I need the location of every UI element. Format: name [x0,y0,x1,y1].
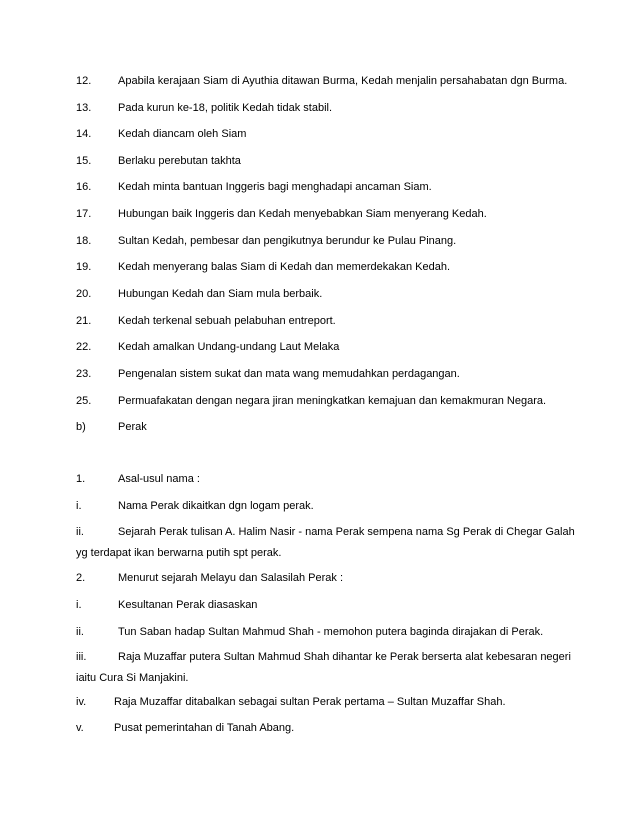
item-text: Pengenalan sistem sukat dan mata wang memudahkan perdagangan. [118,368,460,380]
item-number: 14. [76,128,92,140]
item-number: 12. [76,75,92,87]
item-text: Hubungan Kedah dan Siam mula berbaik. [118,288,323,300]
item-number: 23. [76,368,92,380]
item-text: Kedah minta bantuan Inggeris bagi menghadapi ancaman Siam. [118,181,432,193]
item-number: iii. [76,651,87,663]
item-text: Tun Saban hadap Sultan Mahmud Shah - memohon putera baginda dirajakan di Perak. [118,626,544,638]
item-text: Pusat pemerintahan di Tanah Abang. [114,722,295,734]
item-text: Menurut sejarah Melayu dan Salasilah Perak : [118,572,344,584]
item-number: iv. [76,696,87,708]
item-number: ii. [76,526,84,538]
item-text: Asal-usul nama : [118,473,200,485]
item-number: 20. [76,288,92,300]
item-number: 1. [76,473,86,485]
item-text: Raja Muzaffar ditabalkan sebagai sultan Perak pertama – Sultan Muzaffar Shah. [114,696,506,708]
list-item [76,522,576,564]
item-text: Kedah terkenal sebuah pelabuhan entreport. [118,315,336,327]
item-text: Kesultanan Perak diasaskan [118,599,258,611]
item-number: i. [76,500,82,512]
section-label: b) [76,421,86,433]
item-number: 17. [76,208,92,220]
item-text: Kedah diancam oleh Siam [118,128,247,140]
item-text: Permuafakatan dengan negara jiran meningkatkan kemajuan dan kemakmuran Negara. [118,395,547,407]
item-text: Sultan Kedah, pembesar dan pengikutnya berundur ke Pulau Pinang. [118,235,457,247]
item-number: 21. [76,315,92,327]
item-text: Apabila kerajaan Siam di Ayuthia ditawan Burma, Kedah menjalin persahabatan dgn Burma. [118,75,568,87]
item-number: i. [76,599,82,611]
item-number: 22. [76,341,92,353]
item-text: Raja Muzaffar putera Sultan Mahmud Shah dihantar ke Perak berserta alat kebesaran negeri iaitu Cura Si Manjakini. [76,651,571,684]
item-number: 15. [76,155,92,167]
item-text: Kedah menyerang balas Siam di Kedah dan memerdekakan Kedah. [118,261,451,273]
item-number: 16. [76,181,92,193]
item-number: 18. [76,235,92,247]
item-number: 2. [76,572,86,584]
item-text: Pada kurun ke-18, politik Kedah tidak stabil. [118,102,333,114]
item-text: Nama Perak dikaitkan dgn logam perak. [118,500,314,512]
section-title: Perak [118,421,147,433]
list-item [76,647,576,689]
item-number: 25. [76,395,92,407]
item-text: Sejarah Perak tulisan A. Halim Nasir - nama Perak sempena nama Sg Perak di Chegar Galah yg terdapat ikan berwarna putih spt perak. [76,526,575,559]
item-text: Berlaku perebutan takhta [118,155,241,167]
item-number: 13. [76,102,92,114]
item-text: Hubungan baik Inggeris dan Kedah menyebabkan Siam menyerang Kedah. [118,208,487,220]
item-number: ii. [76,626,84,638]
item-number: 19. [76,261,92,273]
item-number: v. [76,722,84,734]
item-text: Kedah amalkan Undang-undang Laut Melaka [118,341,340,353]
